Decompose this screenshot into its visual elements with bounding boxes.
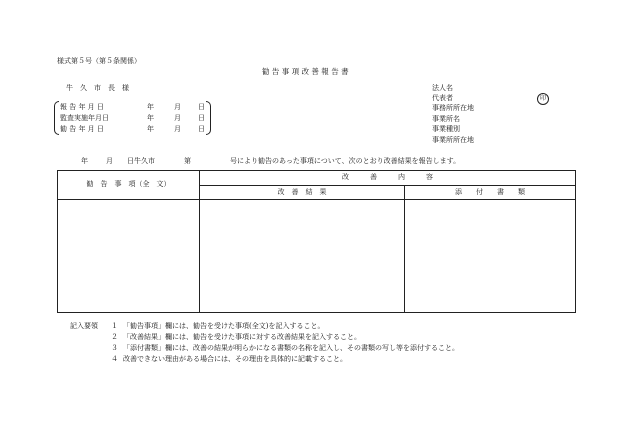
note-number-1: １ <box>111 322 118 330</box>
field-corporation-name: 法人名 <box>432 84 453 92</box>
field-representative: 代表者 <box>432 94 453 102</box>
date-bracket-right <box>206 101 211 135</box>
field-office-address: 事務所所在地 <box>432 104 474 112</box>
document-title: 勧 告 事 項 改 善 報 告 書 <box>262 67 349 76</box>
date-label-report: 報 告 年 月 日 <box>60 103 104 111</box>
note-number-4: ４ <box>111 355 118 363</box>
addressee: 牛 久 市 長 様 <box>66 84 129 92</box>
intro-number-prefix: 第 <box>184 157 191 165</box>
date-day-recommendation: 日 <box>198 125 205 133</box>
intro-month: 月 <box>106 157 113 165</box>
date-day-report: 日 <box>198 103 205 111</box>
field-business-address: 事業所所在地 <box>432 136 474 144</box>
note-text-2: 「改善結果」欄には、勧告を受けた事項に対する改善結果を記入すること。 <box>123 333 361 341</box>
intro-text: 号により勧告のあった事項について、次のとおり改善結果を報告します。 <box>230 157 461 165</box>
cell-documents-input[interactable] <box>405 200 575 312</box>
notes-heading: 記入要領 <box>70 322 98 330</box>
date-month-audit: 月 <box>174 114 181 122</box>
date-year-report: 年 <box>147 103 154 111</box>
header-improvement-result: 改 善 結 果 <box>277 188 327 196</box>
date-day-audit: 日 <box>198 114 205 122</box>
table-divider-subheader <box>199 185 575 186</box>
header-improvement-content: 改 善 内 容 <box>342 173 433 181</box>
note-number-2: ２ <box>111 333 118 341</box>
date-label-recommendation: 勧 告 年 月 日 <box>60 125 104 133</box>
form-number: 様式第５号（第５条関係） <box>57 57 141 65</box>
date-year-audit: 年 <box>147 114 154 122</box>
intro-year: 年 <box>81 157 88 165</box>
date-label-audit: 監査実施年月日 <box>60 114 109 122</box>
note-text-4: 改善できない理由がある場合には、その理由を具体的に記載すること。 <box>123 355 347 363</box>
note-text-1: 「勧告事項」欄には、勧告を受けた事項(全文)を記入すること。 <box>123 322 325 330</box>
date-month-report: 月 <box>174 103 181 111</box>
note-number-3: ３ <box>111 344 118 352</box>
cell-result-input[interactable] <box>200 200 404 312</box>
date-bracket-left <box>54 101 59 135</box>
header-attached-documents: 添 付 書 類 <box>455 188 525 196</box>
field-business-type: 事業種別 <box>432 125 460 133</box>
cell-recommendation-input[interactable] <box>58 200 199 312</box>
note-text-3: 「添付書類」欄には、改善の結果が明らかになる書類の名称を記入し、その書類の写し等を添付すること。 <box>123 344 459 352</box>
improvement-table <box>57 170 576 313</box>
header-recommendation: 勧 告 事 項（全 文） <box>86 180 171 188</box>
intro-city: 日牛久市 <box>127 157 155 165</box>
field-business-name: 事業所名 <box>432 115 460 123</box>
seal-mark: 印 <box>537 93 549 105</box>
date-year-recommendation: 年 <box>147 125 154 133</box>
date-month-recommendation: 月 <box>174 125 181 133</box>
